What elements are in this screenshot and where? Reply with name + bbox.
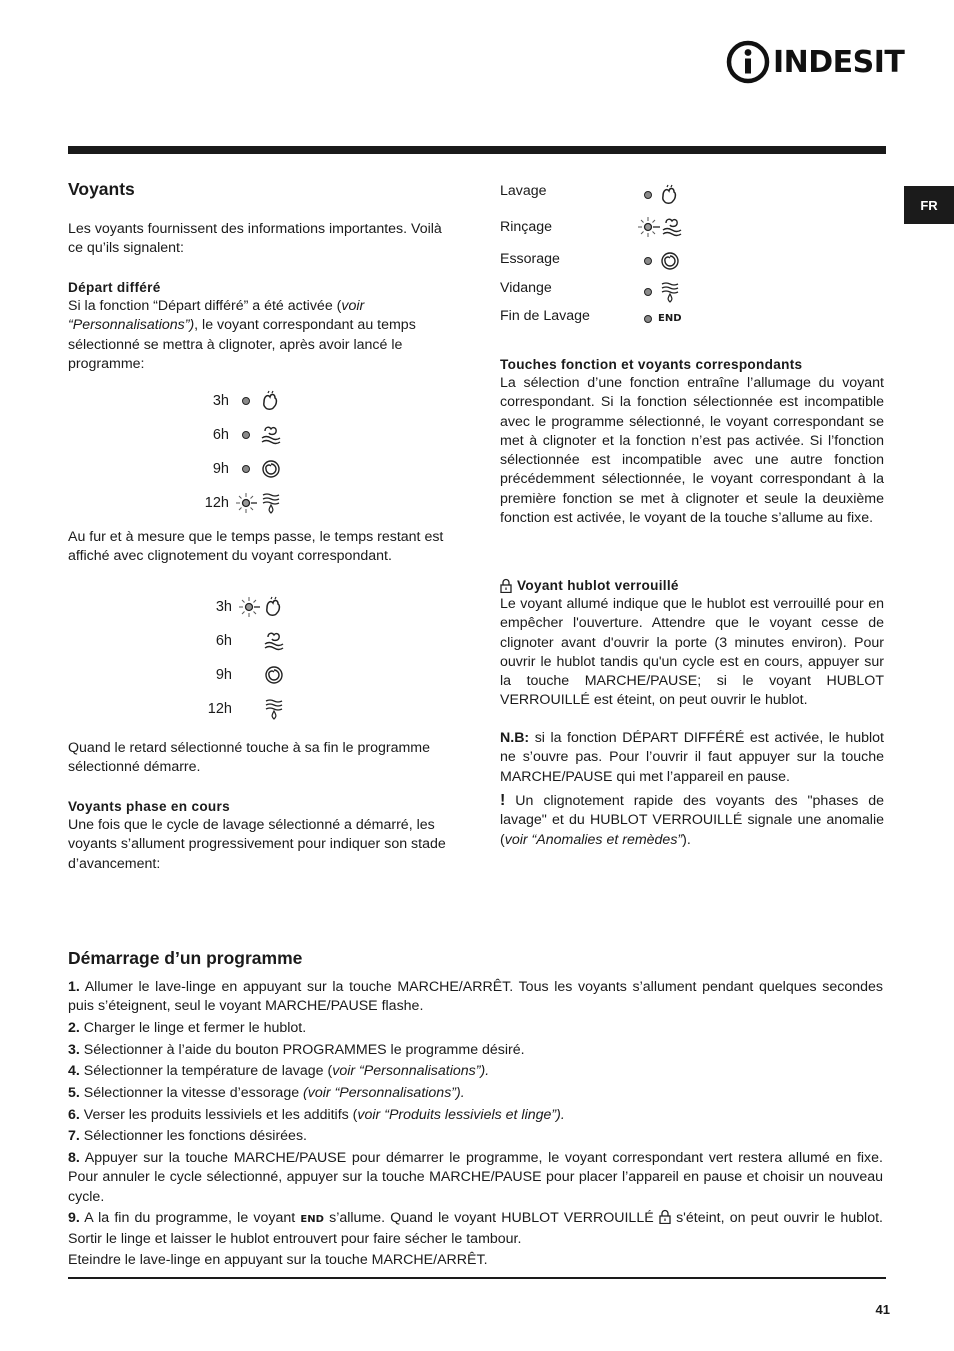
warning-mark: ! — [500, 792, 506, 809]
spin-icon — [660, 251, 680, 271]
depart-differe-text: Si la fonction “Départ différé” a été activée (voir “Personnalisations”), le voyant correspondant au temps sélectionné se mettra à clignoter, après avoir lancé le programme: — [68, 298, 416, 372]
phase-fin: Fin de Lavage — [500, 308, 590, 324]
touches-heading: Touches fonction et voyants correspondants — [500, 357, 803, 372]
language-tab: FR — [904, 186, 954, 224]
drain-icon — [264, 698, 284, 720]
delay-row-12h: 12h — [196, 694, 284, 724]
blinking-led-icon — [235, 492, 257, 514]
delay-row-3h-blink: 3h — [196, 592, 284, 622]
wash-hands-icon — [264, 596, 282, 618]
phase-led-essorage — [644, 251, 680, 271]
led-icon — [242, 397, 250, 405]
rinse-icon — [261, 425, 281, 445]
end-label: END — [658, 313, 682, 324]
phase-led-rincage — [637, 216, 682, 238]
brand-logo — [726, 40, 904, 84]
brand-name: INDESIT — [773, 44, 905, 80]
blinking-led-icon — [637, 216, 661, 238]
phase-led-fin — [644, 313, 682, 324]
spin-icon — [261, 459, 281, 479]
phase-led-vidange — [644, 281, 680, 303]
led-icon — [644, 257, 652, 265]
phase-heading: Voyants phase en cours — [68, 799, 230, 814]
delay-indicators-1 — [193, 386, 281, 518]
phase-lavage: Lavage — [500, 183, 547, 199]
led-icon — [644, 315, 652, 323]
step-3: 3. Sélectionner à l’aide du bouton PROGRAMMES le programme désiré. — [68, 1041, 525, 1058]
end-label: END — [300, 1214, 324, 1226]
blinking-led-icon — [238, 596, 260, 618]
page-number: 41 — [875, 1302, 890, 1317]
demarrage-heading: Démarrage d’un programme — [68, 948, 303, 968]
delay-row-3h: 3h — [193, 386, 281, 416]
phase-vidange: Vidange — [500, 280, 552, 296]
step-2: 2. Charger le linge et fermer le hublot. — [68, 1019, 307, 1036]
demarrage-steps — [68, 978, 883, 1273]
bottom-rule — [68, 1277, 886, 1279]
delay-row-6h: 6h — [196, 626, 284, 656]
final-instruction: Eteindre le lave-linge en appuyant sur la touche MARCHE/ARRÊT. — [68, 1252, 488, 1269]
depart-differe-text-3: Quand le retard sélectionné touche à sa fin le programme sélectionné démarre. — [68, 740, 430, 776]
depart-differe-text-2: Au fur et à mesure que le temps passe, le temps restant est affiché avec clignotement du voyant correspondant. — [68, 529, 444, 565]
phase-essorage: Essorage — [500, 251, 560, 267]
step-6: 6. Verser les produits lessiviels et les additifs (voir “Produits lessiviels et linge”). — [68, 1106, 565, 1123]
led-icon — [242, 431, 250, 439]
rinse-icon — [264, 631, 284, 651]
step-8: 8. Appuyer sur la touche MARCHE/PAUSE pour démarrer le programme, le voyant correspondant vert restera allumé en fixe. Pour annuler le cycle sélectionné, appuyer sur la touche MARCHE/PAUSE pour placer l’appareil en pause et choisir un nouveau cycle. — [68, 1150, 883, 1205]
led-icon — [242, 465, 250, 473]
step-4: 4. Sélectionner la température de lavage (voir “Personnalisations”). — [68, 1063, 490, 1080]
hublot-warning: ! Un clignotement rapide des voyants des "phases de lavage" et du HUBLOT VERROUILLÉ signale une anomalie (voir “Anomalies et remèdes”). — [500, 792, 884, 848]
step-9: 9. A la fin du programme, le voyant END s’allume. Quand le voyant HUBLOT VERROUILLÉ s'éteint, on peut ouvrir le hublot. Sortir le linge et laisser le hublot entrouvert pour faire sécher le tambour. — [68, 1210, 883, 1247]
padlock-icon — [659, 1209, 671, 1224]
delay-row-9h: 9h — [193, 454, 281, 484]
step-7: 7. Sélectionner les fonctions désirées. — [68, 1128, 307, 1145]
step-5: 5. Sélectionner la vitesse d’essorage (voir “Personnalisations”). — [68, 1085, 465, 1102]
step-1: 1. Allumer le lave-linge en appuyant sur la touche MARCHE/ARRÊT. Tous les voyants s’allument pendant quelques secondes puis s’éteignent, seul le voyant MARCHE/PAUSE flashe. — [68, 979, 883, 1015]
delay-row-9h: 9h — [196, 660, 284, 690]
rinse-icon — [662, 217, 682, 237]
top-rule — [68, 146, 886, 154]
phase-rincage: Rinçage — [500, 219, 553, 235]
hublot-heading: Voyant hublot verrouillé — [500, 578, 679, 593]
wash-hands-icon — [261, 390, 279, 412]
phase-led-lavage — [644, 184, 678, 206]
depart-differe-heading: Départ différé — [68, 280, 161, 295]
drain-icon — [261, 492, 281, 514]
voyants-heading: Voyants — [68, 179, 135, 199]
touches-text: La sélection d’une fonction entraîne l’allumage du voyant correspondant. Si la fonction sélectionnée est incompatible avec le programme sélectionné, le voyant correspondant se met à clignoter et la fonction n’est pas activée. Si l’fonction sélectionnée est incompatible avec une autre fonction précédemment sélectionnée, le voyant correspondant à la première fonction se met à clignoter et seule la deuxième fonction est activée, le voyant de la touche s’allume au fixe. — [500, 375, 884, 527]
delay-indicators-2 — [196, 592, 284, 724]
wash-hands-icon — [660, 184, 678, 206]
voyants-intro: Les voyants fournissent des informations importantes. Voilà ce qu’ils signalent: — [68, 221, 442, 257]
led-icon — [644, 288, 652, 296]
phase-text: Une fois que le cycle de lavage sélectionné a démarré, les voyants s’allument progressivement pour indiquer son stade d’avancement: — [68, 817, 446, 872]
hublot-text: Le voyant allumé indique que le hublot est verrouillé pour en empêcher l'ouverture. Attendre que le voyant cesse de clignoter avant d'ouvrir la porte (3 minutes environ). Pour ouvrir le hublot tandis qu'un cycle est en cours, appuyer sur la touche MARCHE/PAUSE; si le voyant HUBLOT VERROUILLÉ est éteint, on peut ouvrir le hublot. — [500, 596, 884, 709]
led-icon — [644, 191, 652, 199]
delay-row-12h: 12h — [193, 488, 281, 518]
drain-icon — [660, 281, 680, 303]
spin-icon — [264, 665, 284, 685]
hublot-nb: N.B: si la fonction DÉPART DIFFÉRÉ est activée, le hublot ne s’ouvre pas. Pour l’ouvrir il faut appuyer sur la touche MARCHE/PAUSE qui met l’appareil en pause. — [500, 730, 884, 785]
indesit-i-logo-icon — [726, 40, 770, 84]
padlock-icon — [500, 578, 512, 593]
delay-row-6h: 6h — [193, 420, 281, 450]
